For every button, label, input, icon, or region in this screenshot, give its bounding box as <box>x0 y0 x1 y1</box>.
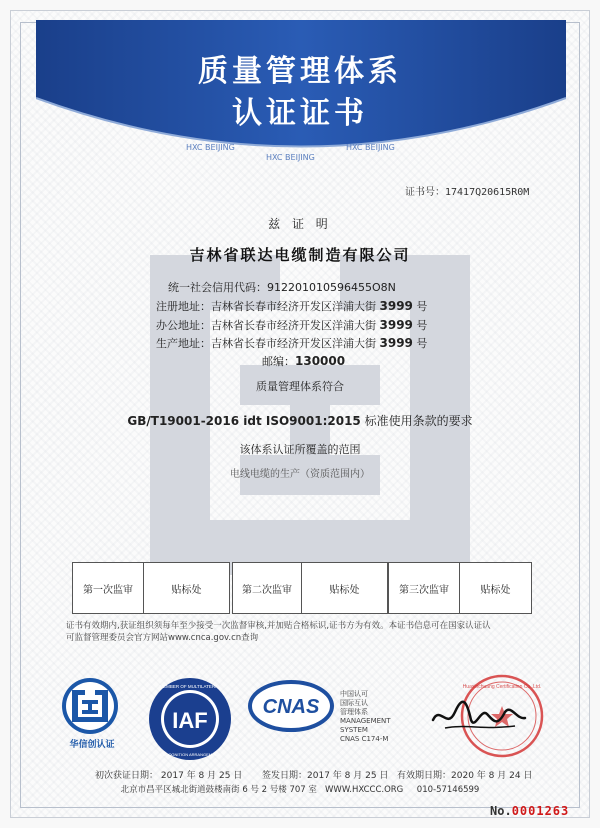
credit-code-row <box>168 279 396 295</box>
issue-date <box>262 768 388 781</box>
postcode-label: 邮编： <box>262 355 295 368</box>
hereby-certify: 兹 证 明 <box>268 217 332 231</box>
audit-label-3: 第三次监审 <box>388 562 460 614</box>
first-issue-date <box>95 768 242 781</box>
company-name: 吉林省联达电缆制造有限公司 <box>189 246 411 264</box>
office-address-suffix: 号 <box>416 319 428 332</box>
office-address-row <box>156 317 427 333</box>
audit-stamp-1: 贴标处 <box>144 562 230 614</box>
expiry-date <box>397 768 532 781</box>
standard-suffix: 标准使用条款的要求 <box>364 414 473 428</box>
office-address-number: 3999 <box>379 318 413 332</box>
registered-address-row <box>156 298 427 314</box>
cnas-line-4: MANAGEMENT SYSTEM <box>340 717 391 734</box>
title-line-2: 认证证书 <box>232 96 368 131</box>
cnas-line-5: CNAS C174-M <box>340 735 389 743</box>
cnas-logo-icon <box>248 680 334 732</box>
footer-phone: 010-57146599 <box>416 785 480 795</box>
hx-logo-label: 华信创认证 <box>69 740 115 750</box>
title-line-1: 质量管理体系 <box>198 54 402 89</box>
audit-stamp-2: 贴标处 <box>302 562 388 614</box>
banner-watermark-left: HXC BEIJING <box>186 143 235 152</box>
first-issue-value: 2017 年 8 月 25 日 <box>160 771 243 781</box>
credit-code-value: 912201010596455O8N <box>267 281 396 294</box>
serial-prefix: No. <box>490 804 512 818</box>
banner-watermark-mid: HXC BEIJING <box>266 153 315 162</box>
standard-row <box>0 412 600 429</box>
notice-line-2: 可监督管理委员会官方网站www.cnca.gov.cn查询 <box>66 633 259 643</box>
expiry-value: 2020 年 8 月 24 日 <box>451 771 533 781</box>
registered-address-label: 注册地址： <box>156 300 211 313</box>
certificate-number: 证书号：17417Q20615R0M <box>405 187 530 198</box>
postcode-value: 130000 <box>295 354 346 368</box>
first-issue-label: 初次获证日期： <box>95 771 159 781</box>
production-address-row <box>156 335 427 351</box>
postcode-row <box>262 353 345 369</box>
audit-label-2: 第二次监审 <box>232 562 302 614</box>
production-address-suffix: 号 <box>416 337 428 350</box>
cnas-description <box>340 690 420 744</box>
notice-line-1: 证书有效期内,获证组织须每年至少接受一次监督审核,并加贴合格标识,证书方为有效。本证书信息可在国家认证认 <box>66 621 491 631</box>
iaf-bottom-text: RECOGNITION ARRANGEMENT <box>159 752 221 757</box>
audit-label-1: 第一次监审 <box>72 562 144 614</box>
issue-value: 2017 年 8 月 25 日 <box>307 771 389 781</box>
scope-title: 该体系认证所覆盖的范围 <box>239 443 361 456</box>
office-address-value: 吉林省长春市经济开发区洋浦大街 <box>211 319 376 332</box>
signature-icon <box>425 690 535 740</box>
seal-text: Huaxinchuang Certification Co.,Ltd. <box>462 684 542 690</box>
audit-box-1 <box>72 562 230 614</box>
cnas-line-2: 国际互认 <box>340 699 368 707</box>
scope-value: 电线电缆的生产（资质范围内） <box>230 469 370 480</box>
footer-website: WWW.HXCCC.ORG <box>325 785 404 795</box>
banner-watermark-right: HXC BEIJING <box>346 143 395 152</box>
credit-code-label: 统一社会信用代码： <box>168 281 267 294</box>
cnas-line-3: 管理体系 <box>340 708 368 716</box>
cnas-main-text: CNAS <box>262 696 320 718</box>
issue-label: 签发日期： <box>262 771 308 781</box>
expiry-label: 有效期日期： <box>397 771 452 781</box>
validity-notice <box>66 620 536 644</box>
footer-address: 北京市昌平区城北街道鼓楼南街 6 号 2 号楼 707 室 <box>120 785 317 795</box>
registered-address-suffix: 号 <box>416 300 428 313</box>
audit-box-3 <box>388 562 532 614</box>
production-address-number: 3999 <box>379 336 413 350</box>
registered-address-number: 3999 <box>379 299 413 313</box>
cnas-line-1: 中国认可 <box>340 690 368 698</box>
office-address-label: 办公地址： <box>156 319 211 332</box>
iaf-top-text: MEMBER OF MULTILATERAL <box>159 684 221 689</box>
standard-code: GB/T19001-2016 idt ISO9001:2015 <box>127 414 361 428</box>
production-address-value: 吉林省长春市经济开发区洋浦大街 <box>211 337 376 350</box>
iaf-main-text: IAF <box>172 708 208 733</box>
registered-address-value: 吉林省长春市经济开发区洋浦大街 <box>211 300 376 313</box>
hx-certification-logo-icon <box>60 676 120 736</box>
production-address-label: 生产地址： <box>156 337 211 350</box>
footer-address-row <box>0 783 600 795</box>
serial-number <box>490 804 569 818</box>
conform-text: 质量管理体系符合 <box>256 380 344 393</box>
audit-box-2 <box>232 562 388 614</box>
audit-stamp-3: 贴标处 <box>460 562 532 614</box>
iaf-logo-icon <box>147 676 233 762</box>
serial-value: 0001263 <box>511 804 570 818</box>
